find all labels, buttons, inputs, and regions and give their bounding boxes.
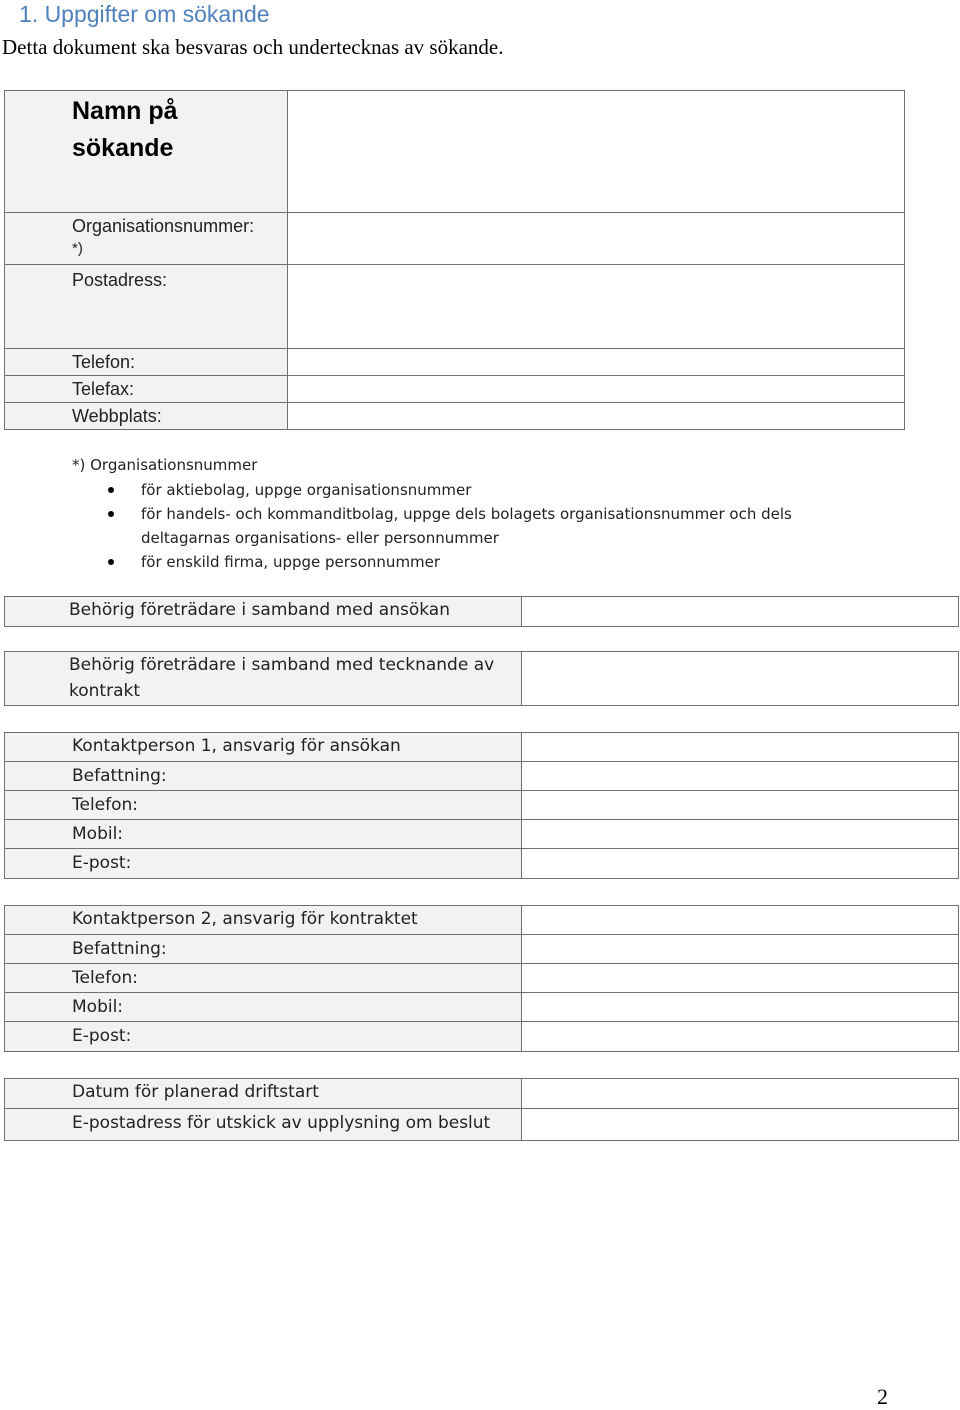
contact1-label-cell [4, 732, 522, 879]
applicant-name-label-2: sökande [72, 134, 174, 162]
representative-application-label-cell [4, 596, 522, 627]
org-number-field[interactable] [287, 212, 905, 265]
contact2-phone-label: Telefon: [72, 968, 139, 988]
contact1-phone-label: Telefon: [72, 795, 139, 815]
phone-label-cell [4, 348, 288, 376]
contact2-email-label: E-post: [72, 1026, 132, 1046]
contact2-field[interactable] [521, 905, 959, 1052]
representative-contract-label-cell [4, 651, 522, 706]
note-bullet-2-continued: deltagarnas organisations- eller personnummer [141, 529, 499, 547]
applicant-name-label: Namn på [72, 97, 178, 125]
representative-application-field[interactable] [521, 596, 959, 627]
representative-application-label: Behörig företrädare i samband med ansökan [69, 600, 450, 620]
website-label: Webbplats: [72, 406, 162, 426]
fax-label-cell [4, 375, 288, 403]
contact2-label-cell [4, 905, 522, 1052]
phone-label: Telefon: [72, 352, 136, 372]
website-label-cell [4, 402, 288, 430]
note-bullet-1: för aktiebolag, uppge organisationsnummer [141, 478, 471, 502]
contact1-field[interactable] [521, 732, 959, 879]
contact1-title: Kontaktperson 1, ansvarig för ansökan [72, 736, 401, 756]
phone-field[interactable] [287, 348, 905, 376]
contact1-email-label: E-post: [72, 853, 132, 873]
final-label-cell [4, 1078, 522, 1141]
representative-contract-label: Behörig företrädare i samband med tecknande av [69, 655, 495, 675]
page-number: 2 [877, 1384, 888, 1409]
contact1-mobile-label: Mobil: [72, 824, 124, 844]
note-bullet-2: för handels- och kommanditbolag, uppge dels bolagets organisationsnummer och dels [141, 502, 792, 526]
website-field[interactable] [287, 402, 905, 430]
contact2-title: Kontaktperson 2, ansvarig för kontraktet [72, 909, 418, 929]
postal-address-field[interactable] [287, 264, 905, 349]
note-bullet-3: för enskild firma, uppge personnummer [141, 550, 440, 574]
intro-text: Detta dokument ska besvaras och undertecknas av sökande. [2, 35, 504, 59]
contact1-position-label: Befattning: [72, 766, 167, 786]
fax-field[interactable] [287, 375, 905, 403]
org-number-label: Organisationsnummer: [72, 216, 255, 236]
contact2-mobile-label: Mobil: [72, 997, 124, 1017]
final-field[interactable] [521, 1078, 959, 1141]
postal-address-label-cell [4, 264, 288, 349]
postal-address-label: Postadress: [72, 270, 168, 290]
fax-label: Telefax: [72, 379, 135, 399]
representative-contract-label-2: kontrakt [69, 681, 140, 701]
applicant-name-field[interactable] [287, 90, 905, 213]
contact2-position-label: Befattning: [72, 939, 167, 959]
org-number-note-heading: *) Organisationsnummer [72, 456, 258, 474]
applicant-name-label-cell [4, 90, 288, 213]
org-number-label-cell [4, 212, 288, 265]
representative-contract-field[interactable] [521, 651, 959, 706]
org-number-footnote-mark: *) [72, 240, 83, 257]
section-heading: 1. Uppgifter om sökande [19, 1, 270, 27]
start-date-label: Datum för planerad driftstart [72, 1082, 319, 1102]
decision-email-label: E-postadress för utskick av upplysning om beslut [72, 1113, 491, 1133]
